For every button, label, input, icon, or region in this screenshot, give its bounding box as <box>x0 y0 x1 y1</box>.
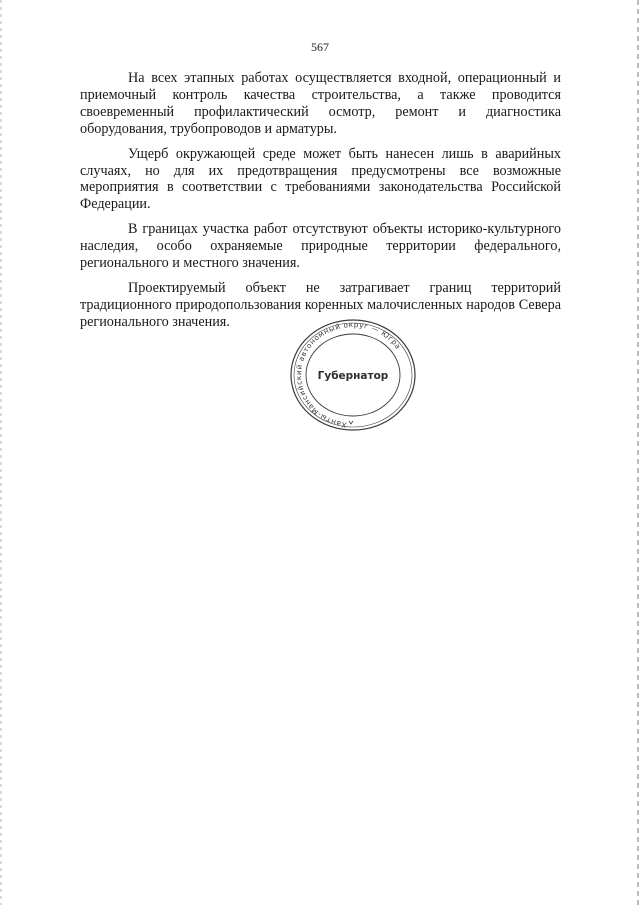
body-text <box>80 70 561 331</box>
paragraph-environmental-damage: Ущерб окружающей среде может быть нанесен лишь в аварийных случаях, но для их предотвращения предусмотрены все возможные мероприятия в соответствии с требованиями законодательства Российской Федерации. <box>80 145 561 213</box>
page-number: 567 <box>311 40 329 54</box>
seal-center-text: Губернатор <box>317 370 389 382</box>
scan-edge-right <box>637 0 639 905</box>
scan-edge-left <box>0 0 2 905</box>
seal-icon <box>283 317 423 435</box>
paragraph-indigenous-territories: Проектируемый объект не затрагивает границ территорий традиционного природопользования коренных малочисленных народов Севера регионального значения. <box>80 279 561 330</box>
seal-bottom-mark <box>349 421 353 424</box>
seal-ring-text: Ханты-Мансийский автономный округ — Югра <box>293 319 404 430</box>
paragraph-heritage-objects: В границах участка работ отсутствуют объекты историко-культурного наследия, особо охраняемые природные территории федерального, регионального и местного значения. <box>80 221 561 272</box>
paragraph-quality-control: На всех этапных работах осуществляется входной, операционный и приемочный контроль качества строительства, а также проводится своевременный профилактический осмотр, ремонт и диагностика оборудования, трубопроводов и арматуры. <box>80 70 561 137</box>
official-seal-stamp <box>283 317 423 435</box>
